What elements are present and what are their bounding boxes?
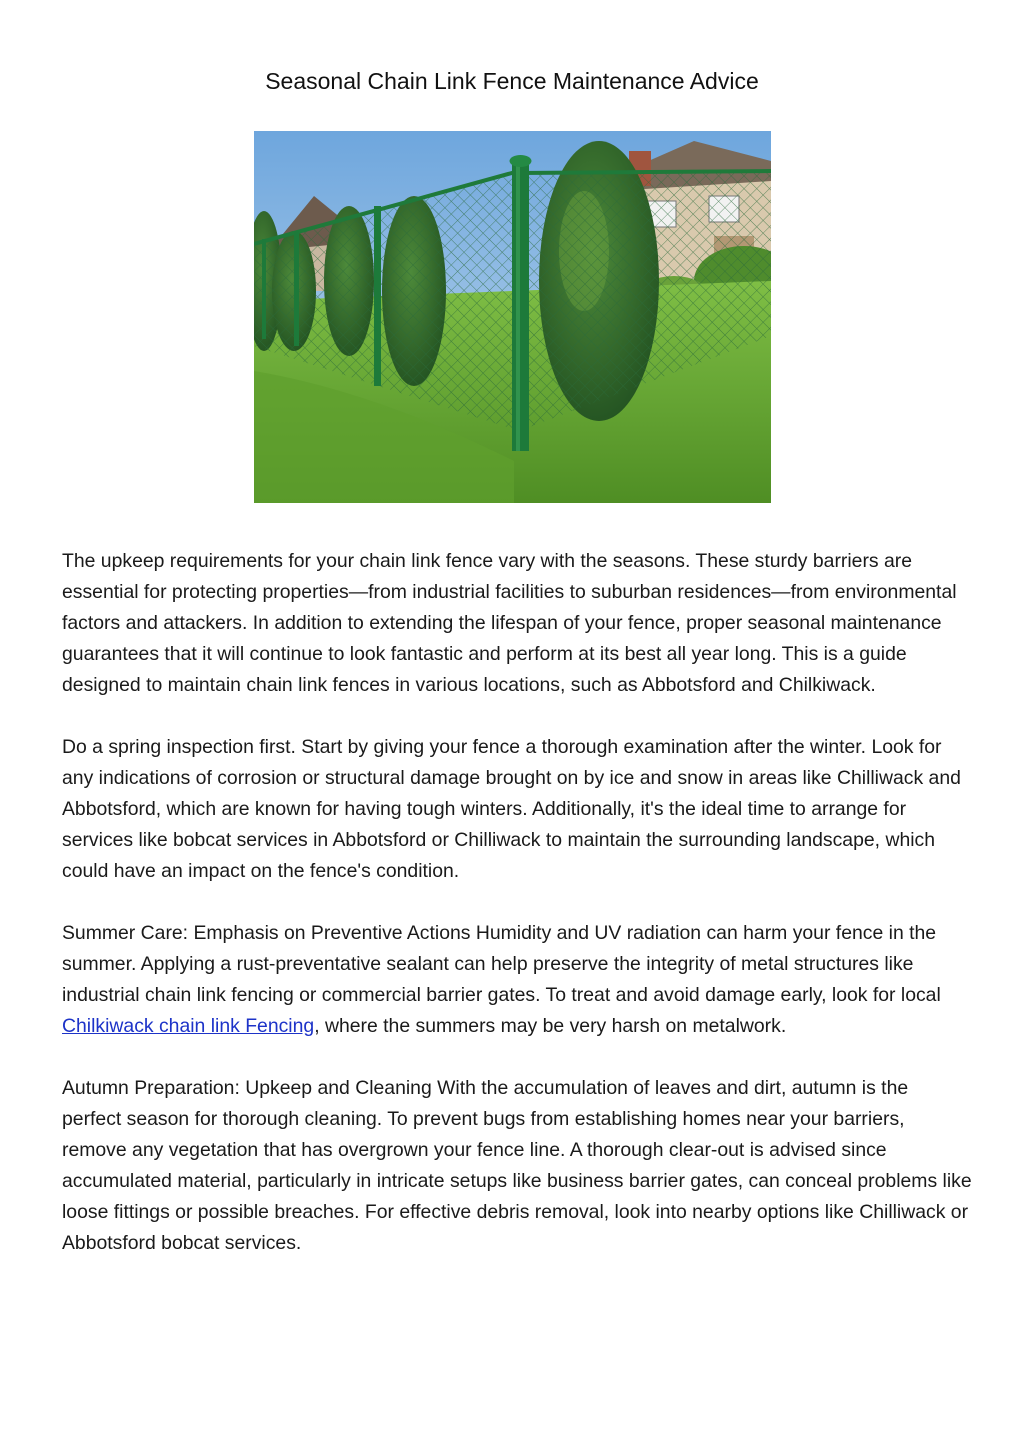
- paragraph-summer-after-link: , where the summers may be very harsh on metalwork.: [314, 1015, 787, 1037]
- chilkiwack-fencing-link[interactable]: Chilkiwack chain link Fencing: [62, 1015, 315, 1037]
- paragraph-summer: [62, 918, 972, 1042]
- article-body: [62, 546, 972, 1290]
- paragraph-autumn: Autumn Preparation: Upkeep and Cleaning With the accumulation of leaves and dirt, autumn is the perfect season for thorough cleaning. To prevent bugs from establishing homes near your barriers, remove any vegetation that has overgrown your fence line. A thorough clear-out is advised since accumulated material, particularly in intricate setups like business barrier gates, can conceal problems like loose fittings or possible breaches. For effective debris removal, look into nearby options like Chilliwack or Abbotsford bobcat services.: [62, 1077, 972, 1254]
- photo-icon: [254, 131, 771, 503]
- paragraph-intro: The upkeep requirements for your chain link fence vary with the seasons. These sturdy barriers are essential for protecting properties—from industrial facilities to suburban residences—from environmental factors and attackers. In addition to extending the lifespan of your fence, proper seasonal maintenance guarantees that it will continue to look fantastic and perform at its best all year long. This is a guide designed to maintain chain link fences in various locations, such as Abbotsford and Chilkiwack.: [62, 550, 957, 696]
- fence-photo: [254, 131, 771, 503]
- paragraph-spring: Do a spring inspection first. Start by giving your fence a thorough examination after the winter. Look for any indications of corrosion or structural damage brought on by ice and snow in areas like Chilliwack and Abbotsford, which are known for having tough winters. Additionally, it's the ideal time to arrange for services like bobcat services in Abbotsford or Chilliwack to maintain the surrounding landscape, which could have an impact on the fence's condition.: [62, 736, 961, 882]
- page-title: Seasonal Chain Link Fence Maintenance Advice: [265, 68, 759, 94]
- paragraph-summer-before-link: Summer Care: Emphasis on Preventive Actions Humidity and UV radiation can harm your fence in the summer. Applying a rust-preventative sealant can help preserve the integrity of metal structures like industrial chain link fencing or commercial barrier gates. To treat and avoid damage early, look for local: [62, 922, 941, 1006]
